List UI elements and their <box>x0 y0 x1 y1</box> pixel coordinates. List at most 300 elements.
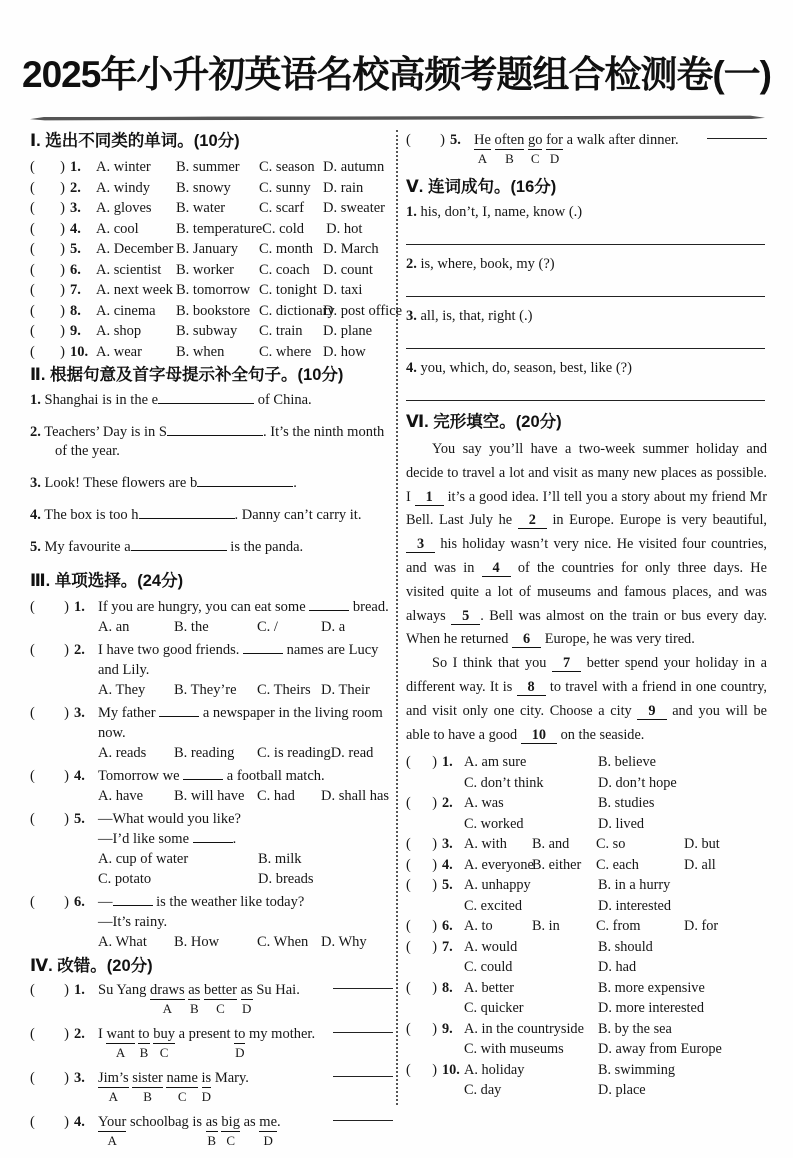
passage-text: . Bell was almost on the train or bus every day. When he returned <box>406 607 767 648</box>
underlined-word: as <box>240 982 253 998</box>
question-stem-line2: —It’s rainy. <box>98 914 168 930</box>
underlined-segment <box>202 1070 212 1104</box>
word-choice-row <box>30 157 393 178</box>
options-row <box>98 680 393 700</box>
option-c: C. / <box>257 619 278 635</box>
sentence-after-blank: . <box>293 475 297 491</box>
underlined-word: as <box>188 982 201 998</box>
letter-label: C <box>177 1089 187 1104</box>
option-c: C. sunny <box>259 179 311 196</box>
option-d: D. for <box>684 918 719 935</box>
left-column <box>30 128 403 1158</box>
passage-text: his holiday wasn’t very nice. He visited four countries, and was in <box>406 536 767 576</box>
cloze-option-group <box>406 752 767 793</box>
option-c: C. excited <box>464 897 522 914</box>
stem-text: is the weather like today? <box>152 894 305 910</box>
underlined-word: big <box>221 1114 240 1130</box>
option-a: A. next week <box>96 282 173 298</box>
item-number: 1. <box>30 392 41 408</box>
item-number: 3. <box>74 705 85 721</box>
item-number: 5. <box>30 539 41 555</box>
option-a: A. gloves <box>96 200 152 216</box>
answer-bracket <box>30 597 74 617</box>
item-number: 6. <box>74 894 85 910</box>
item-number: 8. <box>442 979 453 996</box>
sentence-after-blank: is the panda. <box>226 539 304 555</box>
bracket-close: ) <box>60 323 65 339</box>
item-number: 3. <box>70 200 81 216</box>
item-number: 2. <box>442 795 453 812</box>
option-a: A. cup of water <box>98 851 189 867</box>
answer-bracket <box>30 1070 74 1104</box>
answer-bracket <box>30 342 70 363</box>
item-number: 1. <box>442 754 453 771</box>
item-number: 5. <box>442 877 453 894</box>
option-c: C. season <box>259 159 315 175</box>
stem-text: Tomorrow we <box>98 768 184 784</box>
underlined-segment <box>132 1070 163 1104</box>
options-row <box>98 617 393 637</box>
section-5-header: Ⅴ. 连词成句。(16分) <box>406 178 557 196</box>
section-2-list <box>30 391 393 557</box>
section-4-continued <box>406 132 767 166</box>
cloze-blank-7: 7 <box>552 655 581 672</box>
option-c: C. dictionary <box>259 302 335 319</box>
option-c: C. worked <box>464 815 524 832</box>
sentence-before-blank: My favourite a <box>44 539 131 555</box>
item-number: 10. <box>442 1061 460 1078</box>
answer-bracket <box>406 1060 442 1081</box>
option-d: D. breads <box>258 871 314 887</box>
underlined-word: go <box>527 132 543 148</box>
question-stem <box>98 640 393 680</box>
option-b: B. either <box>532 856 582 873</box>
options-row <box>98 786 393 806</box>
option-d: D. hot <box>326 220 363 237</box>
stem-text: a newspaper in the living room now. <box>98 705 383 741</box>
answer-bracket <box>30 260 70 281</box>
options-row <box>98 743 393 763</box>
option-c: C. day <box>464 1082 502 1099</box>
underlined-word: to <box>234 1026 246 1042</box>
option-d: D. Their <box>321 682 370 698</box>
answer-line <box>707 138 767 139</box>
stem-text: bread. <box>349 599 389 615</box>
passage-text: of the countries for only three days. He visited quite a lot of museums and famous places, and was always <box>406 559 767 624</box>
option-b: B. temperature <box>176 220 263 237</box>
underlined-segment <box>98 1070 129 1104</box>
word-choice-row <box>30 321 393 342</box>
bracket-close: ) <box>432 877 437 894</box>
underlined-segment <box>528 132 543 166</box>
answer-blank <box>131 538 227 551</box>
option-d: D. place <box>598 1082 646 1099</box>
stem-blank <box>183 768 223 780</box>
mc-question-2 <box>30 640 393 700</box>
bracket-close: ) <box>432 938 437 955</box>
option-d: D. read <box>330 745 374 761</box>
item-number: 10. <box>70 343 89 360</box>
cloze-blank-6: 6 <box>512 631 541 648</box>
stem-text: My father <box>98 705 160 721</box>
underlined-segment <box>546 132 563 166</box>
option-c: C. don’t think <box>464 774 544 791</box>
cloze-blank-2: 2 <box>518 512 547 529</box>
underlined-segment <box>150 982 185 1016</box>
item-number: 5. <box>70 241 81 257</box>
underlined-word: buy <box>153 1026 175 1042</box>
option-a: A. better <box>464 979 515 996</box>
bracket-open: ( <box>30 982 35 998</box>
answer-bracket <box>406 132 450 166</box>
underlined-word: Jim’s <box>98 1070 129 1086</box>
underlined-segment <box>259 1114 277 1148</box>
stem-text: —I’d like some <box>98 831 193 847</box>
option-a: A. was <box>464 795 504 812</box>
bracket-close: ) <box>60 302 65 319</box>
bracket-close: ) <box>60 343 65 360</box>
option-d: D. but <box>684 836 720 853</box>
page-title: 2025年小升初英语名校高频考题组合检测卷(一) <box>22 54 771 95</box>
option-c: C. When <box>257 934 309 950</box>
item-number: 4. <box>406 360 417 376</box>
sentence-after-blank: . Danny can’t carry it. <box>234 507 362 523</box>
option-b: B. bookstore <box>176 302 251 319</box>
bracket-open: ( <box>30 768 35 784</box>
bracket-open: ( <box>30 811 35 827</box>
bracket-open: ( <box>30 1114 35 1130</box>
option-d: D. plane <box>323 323 373 339</box>
option-a: A. would <box>464 938 518 955</box>
cloze-blank-1: 1 <box>415 489 444 506</box>
item-number: 3. <box>74 1070 85 1086</box>
answer-bracket <box>30 219 70 240</box>
letter-label: B <box>143 1089 152 1104</box>
cloze-option-group <box>406 937 767 978</box>
bracket-close: ) <box>64 768 69 784</box>
option-c: C. cold <box>262 220 305 237</box>
fill-blank-item <box>30 538 393 557</box>
underlined-word: often <box>494 132 525 148</box>
sentence-before-blank: The box is too h <box>44 507 139 523</box>
stem-text: . <box>232 831 237 847</box>
cloze-option-group <box>406 875 767 916</box>
option-d: D. more interested <box>598 1000 704 1017</box>
option-a: A. in the countryside <box>464 1020 584 1037</box>
stem-text: I have two good friends. <box>98 642 243 658</box>
letter-label: C <box>159 1045 169 1060</box>
answer-line <box>406 296 765 297</box>
word-choice-row <box>30 239 393 260</box>
item-number: 9. <box>442 1020 453 1037</box>
option-a: A. scientist <box>96 261 162 278</box>
item-number: 1. <box>406 204 417 220</box>
answer-blank <box>139 506 235 519</box>
sentence <box>98 1114 329 1148</box>
bracket-close: ) <box>432 918 437 935</box>
stem-text: a football match. <box>223 768 325 784</box>
answer-bracket <box>30 703 74 743</box>
option-a: A. am sure <box>464 754 527 771</box>
letter-label: A <box>115 1045 126 1060</box>
sentence-before-blank: Look! These flowers are b <box>44 475 198 491</box>
answer-bracket <box>30 809 74 829</box>
option-b: B. milk <box>258 851 302 867</box>
answer-line <box>333 988 393 989</box>
bracket-close: ) <box>64 1070 69 1086</box>
rearrange-item <box>406 307 767 326</box>
underlined-segment <box>98 1114 126 1148</box>
option-c: C. coach <box>259 261 310 278</box>
sentence-text: as <box>239 1114 260 1130</box>
option-a: A. to <box>464 918 493 935</box>
stem-blank <box>113 894 153 906</box>
bracket-open: ( <box>30 343 35 360</box>
item-number: 7. <box>70 282 81 298</box>
letter-label: D <box>235 1045 245 1060</box>
rearrange-item <box>406 255 767 274</box>
section-4-header: Ⅳ. 改错。(20分) <box>30 957 153 975</box>
option-b: B. will have <box>174 788 245 804</box>
answer-bracket <box>406 1019 442 1040</box>
underlined-segment <box>206 1114 218 1148</box>
option-b: B. summer <box>176 159 240 175</box>
option-b: B. in a hurry <box>598 877 671 894</box>
bracket-open: ( <box>30 642 35 658</box>
bracket-close: ) <box>60 241 65 257</box>
answer-bracket <box>30 301 70 322</box>
option-d: D. had <box>598 959 637 976</box>
item-number: 3. <box>30 475 41 491</box>
option-b: B. worker <box>176 261 234 278</box>
option-b: B. studies <box>598 795 655 812</box>
letter-label: A <box>162 1001 172 1016</box>
option-b: B. when <box>176 343 225 360</box>
option-c: C. could <box>464 959 513 976</box>
word-list: is, where, book, my (?) <box>420 256 555 272</box>
fill-blank-item <box>30 423 393 461</box>
answer-bracket <box>30 239 70 260</box>
sentence <box>98 1070 329 1104</box>
underlined-word: He <box>474 132 491 148</box>
option-d: D. Why <box>321 934 367 950</box>
bracket-close: ) <box>432 856 437 873</box>
passage-text: on the seaside. <box>557 726 645 743</box>
option-c: C. from <box>596 918 641 935</box>
bracket-close: ) <box>60 200 65 216</box>
word-list: his, don’t, I, name, know (.) <box>420 204 583 220</box>
bracket-open: ( <box>30 220 35 237</box>
item-number: 4. <box>70 220 81 237</box>
answer-bracket <box>406 834 442 855</box>
answer-bracket <box>406 855 442 876</box>
answer-bracket <box>30 1026 74 1060</box>
underlined-segment <box>138 1026 149 1060</box>
option-b: B. tomorrow <box>176 282 251 298</box>
sentence-text: a walk after dinner. <box>563 132 679 148</box>
bracket-open: ( <box>406 1061 411 1078</box>
word-choice-row <box>30 342 393 363</box>
answer-line <box>333 1120 393 1121</box>
item-number: 4. <box>442 856 453 873</box>
bracket-open: ( <box>30 302 35 319</box>
stem-blank <box>309 599 349 611</box>
option-a: A. an <box>98 619 130 635</box>
section-1-list <box>30 157 403 362</box>
section-4-list <box>30 982 393 1148</box>
option-d: D. post office <box>323 302 403 319</box>
option-b: B. water <box>176 200 226 216</box>
answer-bracket <box>30 982 74 1016</box>
sentence-text: my mother. <box>245 1026 316 1042</box>
answer-blank <box>158 391 254 404</box>
option-d: D. March <box>323 241 379 257</box>
word-list: all, is, that, right (.) <box>420 308 533 324</box>
passage-text: and you will be able to have a good <box>406 702 767 743</box>
word-choice-row <box>30 301 403 322</box>
sentence-text: I <box>98 1026 107 1042</box>
bracket-close: ) <box>432 1061 437 1078</box>
cloze-paragraph-2 <box>406 652 767 747</box>
underlined-word: Your <box>98 1114 127 1130</box>
bracket-open: ( <box>30 599 35 615</box>
option-c: C. had <box>257 788 295 804</box>
error-correction-item <box>30 1026 393 1060</box>
option-a: A. cool <box>96 220 139 237</box>
answer-bracket <box>30 198 70 219</box>
options-grid <box>98 849 393 889</box>
answer-line <box>333 1032 393 1033</box>
letter-label: B <box>139 1045 149 1060</box>
bracket-open: ( <box>30 705 35 721</box>
option-d: D. don’t hope <box>598 774 677 791</box>
question-stem: —What would you like? <box>98 811 241 827</box>
option-a: A. shop <box>96 323 142 339</box>
mc-question-6 <box>30 892 393 952</box>
error-correction-item <box>30 982 393 1016</box>
stem-blank <box>243 642 283 654</box>
sentence-text: Su Yang <box>98 982 150 998</box>
underlined-word: for <box>546 132 564 148</box>
option-d: D. sweater <box>323 200 386 216</box>
word-list: you, which, do, season, best, like (?) <box>420 360 632 376</box>
answer-bracket <box>406 916 442 937</box>
item-number: 7. <box>442 938 453 955</box>
option-b: B. They’re <box>174 682 237 698</box>
title-divider <box>30 115 765 121</box>
bracket-close: ) <box>432 979 437 996</box>
bracket-open: ( <box>30 261 35 278</box>
answer-bracket <box>406 793 442 814</box>
underlined-segment <box>474 132 491 166</box>
fill-blank-item <box>30 391 393 410</box>
question-stem <box>98 892 393 912</box>
cloze-option-group <box>406 1060 767 1101</box>
cloze-option-group <box>406 855 767 876</box>
letter-label: D <box>201 1089 212 1104</box>
item-number: 4. <box>30 507 41 523</box>
bracket-close: ) <box>440 132 445 148</box>
option-d: D. shall has <box>321 788 390 804</box>
bracket-open: ( <box>30 200 35 216</box>
answer-bracket <box>406 978 442 999</box>
passage-text: to travel with a friend in one country, and visit only one city. Choose a city <box>406 678 767 719</box>
option-a: A. They <box>98 682 146 698</box>
question-stem-row <box>30 766 393 786</box>
answer-bracket <box>30 178 70 199</box>
item-number: 9. <box>70 323 81 339</box>
bracket-open: ( <box>406 856 411 873</box>
option-d: D. all <box>684 856 716 873</box>
column-divider <box>396 130 398 1105</box>
bracket-open: ( <box>30 159 35 175</box>
letter-label: A <box>477 151 488 166</box>
option-b: B. and <box>532 836 570 853</box>
bracket-close: ) <box>60 282 65 298</box>
option-b: B. more expensive <box>598 979 705 996</box>
bracket-close: ) <box>64 599 69 615</box>
underlined-word: to <box>138 1026 150 1042</box>
option-a: A. cinema <box>96 302 156 319</box>
error-correction-item <box>30 1070 393 1104</box>
option-a: A. unhappy <box>464 877 531 894</box>
option-c: C. scarf <box>259 200 305 216</box>
answer-line <box>333 1076 393 1077</box>
letter-label: C <box>216 1001 225 1016</box>
answer-bracket <box>30 1114 74 1148</box>
item-number: 4. <box>74 1114 85 1130</box>
answer-bracket <box>30 157 70 178</box>
question-stem-line2 <box>98 829 393 849</box>
underlined-word: me <box>259 1114 278 1130</box>
option-c: C. Theirs <box>257 682 311 698</box>
error-correction-item <box>406 132 767 166</box>
cloze-option-group <box>406 793 767 834</box>
option-d: D. how <box>323 343 366 360</box>
letter-label: A <box>108 1089 118 1104</box>
passage-text: You say you’ll have a two-week summer holiday and decide to travel a lot and visit as many new places as possible. I <box>406 441 767 505</box>
question-stem <box>98 597 393 617</box>
bracket-close: ) <box>64 982 69 998</box>
letter-label: D <box>241 1001 252 1016</box>
bracket-open: ( <box>406 918 411 935</box>
underlined-segment <box>221 1114 240 1148</box>
sentence <box>98 1026 329 1060</box>
bracket-open: ( <box>30 179 35 196</box>
option-a: A. What <box>98 934 147 950</box>
option-d: D. rain <box>323 179 364 196</box>
option-c: C. tonight <box>259 282 318 298</box>
sentence-text: schoolbag is <box>126 1114 206 1130</box>
option-b: B. the <box>174 619 209 635</box>
answer-bracket <box>30 892 74 912</box>
item-number: 2. <box>74 1026 85 1042</box>
question-stem-row <box>30 597 393 617</box>
sentence-after-blank: of China. <box>254 392 312 408</box>
item-number: 6. <box>70 261 81 278</box>
question-stem-row <box>30 703 393 743</box>
option-a: A. everyone <box>464 856 534 873</box>
cloze-blank-3: 3 <box>406 536 435 553</box>
item-number: 2. <box>74 642 85 658</box>
option-b: B. by the sea <box>598 1020 672 1037</box>
cloze-passage <box>406 438 767 747</box>
option-b: B. subway <box>176 323 238 339</box>
bracket-open: ( <box>406 1020 411 1037</box>
item-number: 8. <box>70 302 81 319</box>
sentence-before-blank: Shanghai is in the e <box>44 392 159 408</box>
option-c: C. train <box>259 323 303 339</box>
